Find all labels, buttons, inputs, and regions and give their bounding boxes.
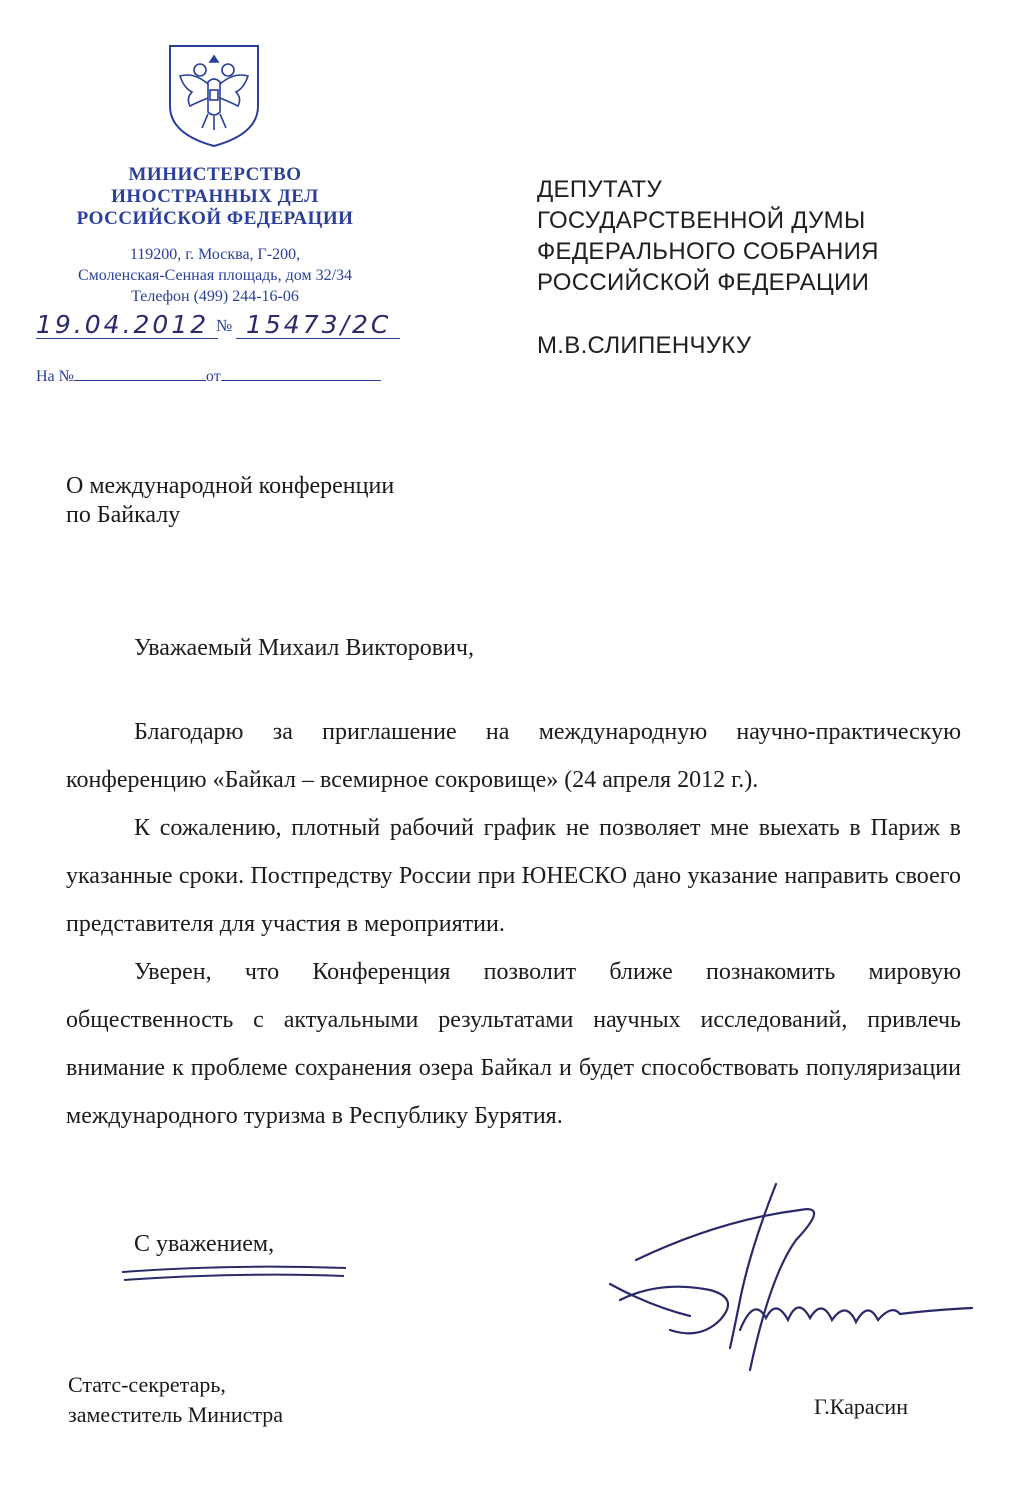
reference-date-blank bbox=[221, 380, 381, 381]
registration-number-label: № bbox=[216, 316, 233, 335]
signatory-title bbox=[68, 1370, 283, 1430]
coat-of-arms-icon bbox=[164, 42, 264, 150]
phone-line: Телефон (499) 244-16-06 bbox=[131, 288, 299, 305]
ministry-address bbox=[40, 244, 390, 307]
registration-number: 15473/2С bbox=[246, 310, 392, 339]
addressee-block bbox=[537, 174, 977, 298]
letter-body bbox=[66, 708, 961, 1140]
body-paragraph-3: Уверен, что Конференция позволит ближе познакомить мировую общественность с актуальными результатами научных исследований, привлечь внимание к проблеме сохранения озера Байкал и будет способствовать популяризации международного туризма в Республику Бурятия. bbox=[66, 959, 961, 1129]
reference-number-label: На № bbox=[36, 368, 74, 385]
ministry-name bbox=[40, 164, 390, 230]
reference-number-blank bbox=[74, 380, 206, 381]
registration-date: 19.04.2012 bbox=[36, 310, 210, 339]
addressee-line-4: РОССИЙСКОЙ ФЕДЕРАЦИИ bbox=[537, 269, 870, 296]
ministry-line-3: РОССИЙСКОЙ ФЕДЕРАЦИИ bbox=[76, 208, 354, 229]
signer-name: Г.Карасин bbox=[814, 1394, 908, 1419]
addressee-name: М.В.СЛИПЕНЧУКУ bbox=[537, 332, 752, 359]
addressee-line-2: ГОСУДАРСТВЕННОЙ ДУМЫ bbox=[537, 207, 866, 234]
address-line-1: 119200, г. Москва, Г-200, bbox=[129, 246, 301, 263]
ministry-line-1: МИНИСТЕРСТВО bbox=[128, 164, 302, 185]
subject-line-1: О международной конференции bbox=[66, 473, 395, 499]
subject-line-2: по Байкалу bbox=[66, 502, 181, 528]
signatory-title-line-1: Статс-секретарь, bbox=[68, 1372, 226, 1397]
addressee-line-3: ФЕДЕРАЛЬНОГО СОБРАНИЯ bbox=[537, 238, 879, 265]
signatory-title-line-2: заместитель Министра bbox=[68, 1402, 284, 1427]
salutation: Уважаемый Михаил Викторович, bbox=[134, 635, 474, 661]
addressee-line-1: ДЕПУТАТУ bbox=[537, 176, 663, 203]
body-paragraph-2: К сожалению, плотный рабочий график не позволяет мне выехать в Париж в указанные сроки. Постпредству России при ЮНЕСКО дано указание направить своего представителя для участия в мероприятии. bbox=[66, 815, 961, 937]
reference-line bbox=[36, 368, 381, 386]
closing-pen-stroke bbox=[120, 1262, 348, 1286]
body-paragraph-1: Благодарю за приглашение на международную научно-практическую конференцию «Байкал – всемирное сокровище» (24 апреля 2012 г.). bbox=[66, 719, 961, 793]
closing: С уважением, bbox=[134, 1231, 275, 1257]
handwritten-signature bbox=[600, 1180, 980, 1390]
letter-subject bbox=[66, 472, 394, 530]
reference-from-label: от bbox=[205, 368, 221, 385]
ministry-line-2: ИНОСТРАННЫХ ДЕЛ bbox=[111, 186, 319, 207]
address-line-2: Смоленская-Сенная площадь, дом 32/34 bbox=[77, 267, 353, 284]
